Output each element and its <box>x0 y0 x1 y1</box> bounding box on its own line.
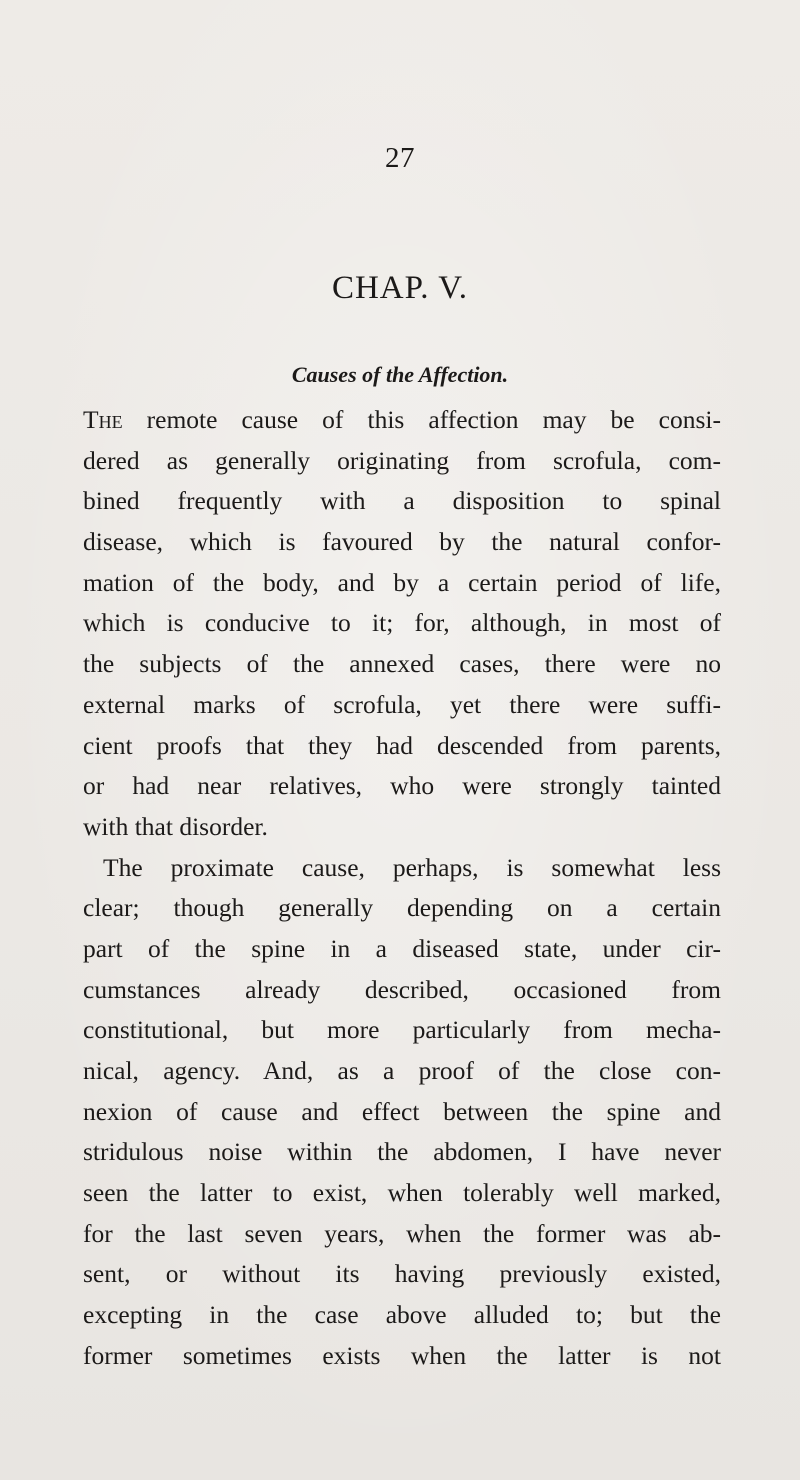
text-line: part of the spine in a diseased state, under cir- <box>83 933 721 963</box>
text-line: the subjects of the annexed cases, there were no <box>83 649 721 679</box>
text-line: mation of the body, and by a certain period of life, <box>83 567 721 597</box>
text-line: which is conducive to it; for, although, in most of <box>83 608 721 638</box>
text-line: disease, which is favoured by the natural confor- <box>83 527 721 557</box>
text-line: former sometimes exists when the latter is not <box>83 1340 721 1370</box>
text-line: The proximate cause, perhaps, is somewhat less <box>103 852 721 882</box>
line-text: remote cause of this affection may be consi- <box>122 405 721 434</box>
lead-word: The <box>83 405 123 434</box>
text-line: for the last seven years, when the former was ab- <box>83 1218 721 1248</box>
text-line: cumstances already described, occasioned from <box>83 974 721 1004</box>
section-title: Causes of the Affection. <box>291 362 509 387</box>
text-line: sent, or without its having previously existed, <box>83 1259 721 1289</box>
text-line: seen the latter to exist, when tolerably well marked, <box>83 1178 721 1208</box>
text-line: external marks of scrofula, yet there were suffi- <box>83 689 721 719</box>
text-line: excepting in the case above alluded to; but the <box>83 1300 721 1330</box>
text-line: with that disorder. <box>83 811 268 841</box>
text-line: nexion of cause and effect between the spine and <box>83 1096 721 1126</box>
text-line: bined frequently with a disposition to spinal <box>83 486 721 516</box>
text-line: nical, agency. And, as a proof of the close con- <box>83 1056 721 1085</box>
body-text <box>83 400 721 1377</box>
paragraph-2 <box>83 848 721 1377</box>
page-number: 27 <box>385 142 415 174</box>
text-line: cient proofs that they had descended from parents, <box>83 730 721 760</box>
text-line: clear; though generally depending on a certain <box>83 893 721 923</box>
text-line: constitutional, but more particularly from mecha- <box>83 1015 721 1045</box>
paragraph-1 <box>83 400 721 848</box>
text-line: or had near relatives, who were strongly tainted <box>83 771 721 801</box>
text-line: stridulous noise within the abdomen, I have never <box>83 1137 721 1167</box>
text-line: dered as generally originating from scrofula, com- <box>83 445 721 475</box>
text-line <box>83 400 721 441</box>
chapter-heading: CHAP. V. <box>331 270 469 306</box>
